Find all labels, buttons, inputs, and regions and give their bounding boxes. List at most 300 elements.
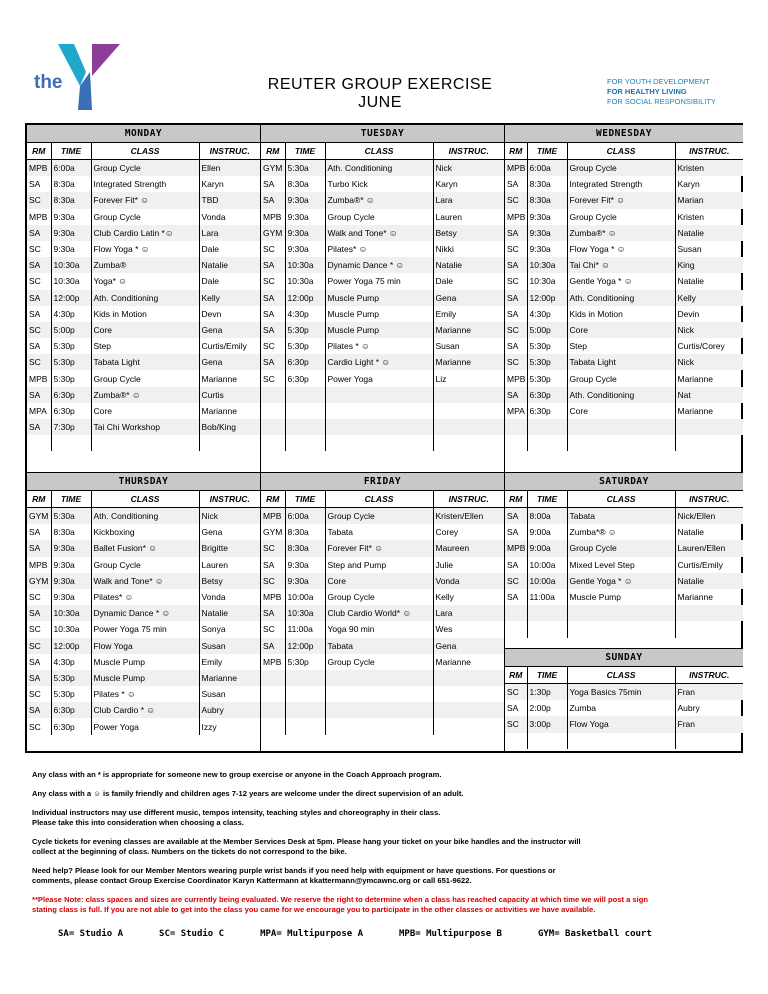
column-header-row <box>505 667 743 684</box>
room-cell: SA <box>505 557 527 573</box>
time-cell: 5:30p <box>285 322 325 338</box>
time-cell: 8:00a <box>527 508 567 525</box>
class-cell: Flow Yoga * ☺ <box>91 241 199 257</box>
table-row <box>505 684 743 701</box>
instructor-cell: Bob/King <box>199 419 260 435</box>
table-row <box>505 605 743 621</box>
day-header-tuesday: TUESDAY <box>261 125 504 143</box>
table-row <box>261 241 504 257</box>
table-row <box>505 160 743 177</box>
room-cell: SA <box>261 257 285 273</box>
time-cell: 1:30p <box>527 684 567 701</box>
instructor-cell <box>433 702 504 718</box>
room-cell: MPB <box>505 209 527 225</box>
table-row <box>261 160 504 177</box>
time-cell: 5:30p <box>527 370 567 386</box>
room-cell: MPB <box>261 654 285 670</box>
instructor-cell: Maureen <box>433 540 504 556</box>
instructor-cell: Emily <box>199 654 260 670</box>
class-cell <box>325 419 433 435</box>
table-row <box>27 338 260 354</box>
room-cell: MPB <box>261 508 285 525</box>
instructor-cell: Lara <box>433 192 504 208</box>
class-cell: Yoga 90 min <box>325 621 433 637</box>
room-cell: SC <box>261 370 285 386</box>
class-cell: Core <box>567 403 675 419</box>
class-cell: Group Cycle <box>91 370 199 386</box>
table-row <box>505 370 743 386</box>
table-row <box>505 435 743 451</box>
instructor-cell: Nick <box>433 160 504 177</box>
instructor-cell <box>433 419 504 435</box>
class-cell: Core <box>91 322 199 338</box>
table-row <box>261 176 504 192</box>
instructor-cell: Gena <box>433 638 504 654</box>
class-cell: Muscle Pump <box>325 306 433 322</box>
time-cell: 8:30a <box>285 540 325 556</box>
time-cell: 11:00a <box>527 589 567 605</box>
tagline <box>607 77 716 107</box>
column-header: INSTRUC. <box>433 491 504 508</box>
day-header-saturday: SATURDAY <box>505 473 743 491</box>
instructor-cell: Marianne <box>675 370 743 386</box>
table-row <box>27 605 260 621</box>
time-cell: 6:30p <box>51 387 91 403</box>
table-row <box>505 589 743 605</box>
room-cell: SA <box>261 192 285 208</box>
day-header-wednesday: WEDNESDAY <box>505 125 743 143</box>
notes-section <box>32 770 737 939</box>
time-cell: 9:30a <box>285 557 325 573</box>
time-cell: 9:30a <box>285 225 325 241</box>
room-cell: SA <box>27 176 51 192</box>
room-cell <box>261 702 285 718</box>
instructor-cell: Natalie <box>675 524 743 540</box>
table-row <box>261 192 504 208</box>
time-cell: 5:00p <box>51 322 91 338</box>
time-cell <box>285 387 325 403</box>
instructor-cell <box>433 686 504 702</box>
table-row <box>505 241 743 257</box>
room-cell: SA <box>505 387 527 403</box>
table-row <box>27 654 260 670</box>
room-cell: SA <box>261 290 285 306</box>
class-cell: Group Cycle <box>91 557 199 573</box>
table-row <box>261 338 504 354</box>
instructor-cell: Vonda <box>199 209 260 225</box>
instructor-cell: Karyn <box>199 176 260 192</box>
room-cell: SA <box>27 338 51 354</box>
class-cell <box>567 621 675 637</box>
time-cell: 10:30a <box>527 273 567 289</box>
class-cell: Power Yoga <box>91 718 199 734</box>
instructor-cell: Marianne <box>433 654 504 670</box>
column-header-row <box>505 491 743 508</box>
table-row <box>27 290 260 306</box>
class-cell: Forever Fit* ☺ <box>91 192 199 208</box>
instructor-cell: Kelly <box>675 290 743 306</box>
column-header: INSTRUC. <box>675 143 743 160</box>
table-row <box>27 176 260 192</box>
class-cell: Forever Fit* ☺ <box>567 192 675 208</box>
room-cell: SA <box>27 524 51 540</box>
room-cell: SA <box>27 225 51 241</box>
class-cell: Group Cycle <box>91 209 199 225</box>
instructor-cell <box>675 733 743 749</box>
class-cell: Step and Pump <box>325 557 433 573</box>
room-cell: MPA <box>27 403 51 419</box>
instructor-cell: Kelly <box>199 290 260 306</box>
class-cell: Dynamic Dance * ☺ <box>325 257 433 273</box>
table-row <box>505 354 743 370</box>
table-row <box>261 524 504 540</box>
room-cell <box>505 733 527 749</box>
class-cell: Gentle Yoga * ☺ <box>567 573 675 589</box>
table-row <box>505 508 743 525</box>
class-cell: Zumba®* ☺ <box>567 225 675 241</box>
room-cell <box>261 403 285 419</box>
table-row <box>505 387 743 403</box>
class-cell: Kids in Motion <box>567 306 675 322</box>
time-cell: 5:00p <box>527 322 567 338</box>
time-cell: 12:00p <box>285 290 325 306</box>
table-row <box>261 387 504 403</box>
time-cell: 10:30a <box>51 605 91 621</box>
schedule-table-friday <box>261 491 504 735</box>
room-cell: SC <box>505 573 527 589</box>
table-row <box>27 435 260 451</box>
table-row <box>27 354 260 370</box>
instructor-cell: Nat <box>675 387 743 403</box>
instructor-cell: Nick <box>199 508 260 525</box>
time-cell: 6:00a <box>285 508 325 525</box>
class-cell: Tai Chi* ☺ <box>567 257 675 273</box>
time-cell: 7:30p <box>51 419 91 435</box>
tagline-3: FOR SOCIAL RESPONSIBILITY <box>607 97 716 106</box>
time-cell: 6:00a <box>527 160 567 177</box>
schedule-table-tuesday <box>261 143 504 451</box>
column-header: CLASS <box>91 143 199 160</box>
table-row <box>261 557 504 573</box>
room-cell: SA <box>27 419 51 435</box>
tagline-2: FOR HEALTHY LIVING <box>607 87 687 96</box>
column-header: TIME <box>527 143 567 160</box>
class-cell: Flow Yoga <box>91 638 199 654</box>
table-row <box>27 370 260 386</box>
time-cell: 10:30a <box>285 257 325 273</box>
class-cell: Zumba®* ☺ <box>325 192 433 208</box>
instructor-cell: Marianne <box>433 354 504 370</box>
room-cell: SA <box>505 306 527 322</box>
instructor-cell: Dale <box>199 273 260 289</box>
instructor-cell: Susan <box>433 338 504 354</box>
class-cell: Mixed Level Step <box>567 557 675 573</box>
class-cell: Group Cycle <box>567 370 675 386</box>
time-cell: 5:30p <box>285 338 325 354</box>
class-cell: Power Yoga 75 min <box>91 621 199 637</box>
class-cell: Tabata <box>567 508 675 525</box>
class-cell <box>325 686 433 702</box>
time-cell <box>285 718 325 734</box>
table-row <box>505 273 743 289</box>
time-cell: 5:30p <box>285 654 325 670</box>
instructor-cell: Brigitte <box>199 540 260 556</box>
room-cell <box>261 387 285 403</box>
room-cell: SC <box>27 621 51 637</box>
column-header: TIME <box>527 667 567 684</box>
class-cell: Core <box>567 322 675 338</box>
time-cell: 4:30p <box>285 306 325 322</box>
legend-item: SC= Studio C <box>159 929 225 939</box>
table-row <box>27 209 260 225</box>
column-header: CLASS <box>567 491 675 508</box>
class-cell: Kickboxing <box>91 524 199 540</box>
instructor-cell: Lara <box>433 605 504 621</box>
room-cell: SC <box>505 684 527 701</box>
instructor-cell: Kelly <box>433 589 504 605</box>
instructor-cell: Curtis <box>199 387 260 403</box>
class-cell: Flow Yoga <box>567 716 675 732</box>
time-cell: 4:30p <box>527 306 567 322</box>
instructor-cell: Kristen/Ellen <box>433 508 504 525</box>
table-row <box>505 573 743 589</box>
table-row <box>505 733 743 749</box>
room-cell: SC <box>27 718 51 734</box>
column-header: TIME <box>527 491 567 508</box>
instructor-cell: Natalie <box>433 257 504 273</box>
time-cell: 6:30p <box>51 702 91 718</box>
class-cell: Group Cycle <box>325 508 433 525</box>
room-cell: SA <box>505 257 527 273</box>
room-cell: SC <box>505 241 527 257</box>
class-cell: Muscle Pump <box>91 654 199 670</box>
room-cell: SC <box>505 192 527 208</box>
title-line-2: JUNE <box>358 94 402 111</box>
time-cell: 9:00a <box>527 524 567 540</box>
instructor-cell: Nick <box>675 322 743 338</box>
instructor-cell <box>433 435 504 451</box>
time-cell <box>285 702 325 718</box>
time-cell: 5:30a <box>51 508 91 525</box>
instructor-cell: Betsy <box>199 573 260 589</box>
room-cell: SA <box>261 322 285 338</box>
time-cell: 6:30p <box>527 403 567 419</box>
column-header-row <box>505 143 743 160</box>
room-cell: SC <box>27 273 51 289</box>
class-cell: Zumba*® ☺ <box>567 524 675 540</box>
table-row <box>261 718 504 734</box>
instructor-cell <box>433 387 504 403</box>
logo-text: the <box>34 72 63 93</box>
instructor-cell: Lara <box>199 225 260 241</box>
room-cell: SC <box>27 589 51 605</box>
table-row <box>505 419 743 435</box>
room-cell: SC <box>261 338 285 354</box>
table-row <box>261 589 504 605</box>
instructor-cell: Devn <box>199 306 260 322</box>
instructor-cell <box>675 419 743 435</box>
instructor-cell: Gena <box>433 290 504 306</box>
class-cell: Zumba®* ☺ <box>91 387 199 403</box>
instructor-cell <box>199 435 260 451</box>
table-row <box>261 540 504 556</box>
table-row <box>261 225 504 241</box>
room-cell: SC <box>261 621 285 637</box>
class-cell: Group Cycle <box>567 209 675 225</box>
class-cell: Group Cycle <box>567 540 675 556</box>
class-cell <box>567 605 675 621</box>
table-row <box>27 524 260 540</box>
table-row <box>27 718 260 734</box>
time-cell: 5:30p <box>51 686 91 702</box>
time-cell: 12:00p <box>527 290 567 306</box>
table-row <box>27 621 260 637</box>
day-thursday <box>27 473 261 751</box>
time-cell: 8:30a <box>51 176 91 192</box>
class-cell <box>325 403 433 419</box>
table-row <box>27 589 260 605</box>
room-cell <box>261 419 285 435</box>
room-cell: SC <box>27 638 51 654</box>
time-cell: 9:30a <box>527 225 567 241</box>
time-cell: 9:30a <box>285 573 325 589</box>
table-row <box>505 540 743 556</box>
room-cell: SA <box>27 306 51 322</box>
table-row <box>261 638 504 654</box>
room-cell: SA <box>505 338 527 354</box>
note-family: Any class with a ☺ is family friendly and children ages 7-12 years are welcome under the direct supervision of an adult. <box>32 789 464 798</box>
time-cell: 6:00a <box>51 160 91 177</box>
class-cell: Core <box>91 403 199 419</box>
time-cell: 9:30a <box>51 589 91 605</box>
table-row <box>261 654 504 670</box>
time-cell <box>285 435 325 451</box>
class-cell: Gentle Yoga * ☺ <box>567 273 675 289</box>
table-row <box>27 257 260 273</box>
room-cell: SC <box>505 354 527 370</box>
table-row <box>27 403 260 419</box>
time-cell: 9:00a <box>527 540 567 556</box>
time-cell: 5:30p <box>51 670 91 686</box>
room-cell: SA <box>261 354 285 370</box>
instructor-cell: Julie <box>433 557 504 573</box>
instructor-cell: Marianne <box>675 589 743 605</box>
time-cell: 10:30a <box>51 257 91 273</box>
instructor-cell: Natalie <box>199 605 260 621</box>
column-header: INSTRUC. <box>199 143 260 160</box>
schedule-table-sunday <box>505 667 743 749</box>
column-header: CLASS <box>325 491 433 508</box>
room-cell <box>261 686 285 702</box>
table-row <box>261 403 504 419</box>
instructor-cell: Aubry <box>199 702 260 718</box>
time-cell: 8:30a <box>285 176 325 192</box>
instructor-cell: Sonya <box>199 621 260 637</box>
column-header-row <box>27 143 260 160</box>
room-cell: SA <box>27 605 51 621</box>
title-line-1: REUTER GROUP EXERCISE <box>267 76 493 93</box>
table-row <box>505 192 743 208</box>
class-cell: Walk and Tone* ☺ <box>91 573 199 589</box>
class-cell <box>91 435 199 451</box>
room-cell: MPB <box>505 370 527 386</box>
room-cell: MPB <box>27 160 51 177</box>
table-row <box>261 306 504 322</box>
room-cell <box>505 435 527 451</box>
tagline-1: FOR YOUTH DEVELOPMENT <box>607 77 710 86</box>
class-cell <box>567 435 675 451</box>
class-cell: Pilates * ☺ <box>91 686 199 702</box>
table-row <box>261 209 504 225</box>
time-cell: 5:30p <box>51 354 91 370</box>
table-row <box>505 524 743 540</box>
time-cell: 9:30a <box>51 573 91 589</box>
room-cell <box>261 670 285 686</box>
time-cell: 12:00p <box>51 290 91 306</box>
instructor-cell <box>675 605 743 621</box>
time-cell: 8:30a <box>51 192 91 208</box>
class-cell: Muscle Pump <box>567 589 675 605</box>
column-header-row <box>261 491 504 508</box>
time-cell: 5:30p <box>51 370 91 386</box>
table-row <box>505 716 743 732</box>
day-header-monday: MONDAY <box>27 125 260 143</box>
day-wednesday <box>505 125 743 473</box>
note-help: Need help? Please look for our Member Mentors wearing purple wrist bands if you need help with equipment or have questions. For questions or comments, please contact Group Exercise Coordinator Karyn Kattermann at kkattermann@ymcawnc.org or call 651-9622. <box>32 866 556 885</box>
time-cell: 10:00a <box>527 573 567 589</box>
column-header: TIME <box>285 143 325 160</box>
instructor-cell <box>433 403 504 419</box>
table-row <box>27 387 260 403</box>
class-cell: Flow Yoga * ☺ <box>567 241 675 257</box>
room-cell: SC <box>27 354 51 370</box>
room-cell: SA <box>261 638 285 654</box>
time-cell: 5:30p <box>51 338 91 354</box>
time-cell: 6:30p <box>285 354 325 370</box>
time-cell: 6:30p <box>527 387 567 403</box>
legend-item: MPA= Multipurpose A <box>260 929 364 939</box>
table-row <box>27 273 260 289</box>
column-header: CLASS <box>567 143 675 160</box>
time-cell: 3:00p <box>527 716 567 732</box>
time-cell <box>527 621 567 637</box>
class-cell: Yoga Basics 75min <box>567 684 675 701</box>
room-cell: SA <box>27 702 51 718</box>
class-cell: Club Cardio * ☺ <box>91 702 199 718</box>
room-cell: SC <box>27 192 51 208</box>
time-cell: 9:30a <box>285 192 325 208</box>
table-row <box>27 508 260 525</box>
table-row <box>261 508 504 525</box>
time-cell <box>527 605 567 621</box>
note-cycle-tickets: Cycle tickets for evening classes are available at the Member Services Desk at 5pm. Please hang your ticket on your bike handles and the instructor will collect at the beginning of class. Numbers on the tickets do not correspond to the bike. <box>32 837 581 856</box>
room-cell: MPB <box>505 540 527 556</box>
room-cell: SA <box>27 654 51 670</box>
time-cell: 10:00a <box>527 557 567 573</box>
column-header: RM <box>505 143 527 160</box>
table-row <box>27 225 260 241</box>
room-cell <box>505 605 527 621</box>
table-row <box>27 160 260 177</box>
table-row <box>27 322 260 338</box>
table-row <box>27 557 260 573</box>
class-cell: Cardio Light * ☺ <box>325 354 433 370</box>
time-cell: 10:30a <box>527 257 567 273</box>
time-cell: 12:00p <box>51 638 91 654</box>
room-cell: SA <box>27 257 51 273</box>
room-cell: SC <box>505 322 527 338</box>
class-cell: Ath. Conditioning <box>567 387 675 403</box>
